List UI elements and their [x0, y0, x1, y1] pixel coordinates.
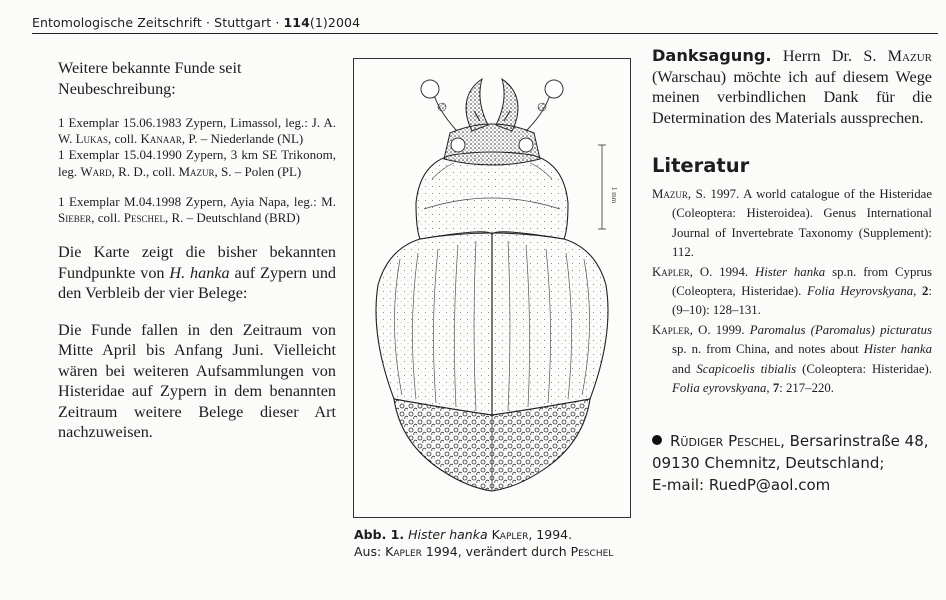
- species-name: H. hanka: [169, 263, 230, 282]
- reference-3: Kapler, O. 1999. Paromalus (Paromalus) picturatus sp. n. from China, and notes about Hister hanka and Scapicoelis tibialis (Coleoptera: Histeridae). Folia eyrovskyana, 7: 217–220.: [652, 322, 932, 396]
- right-column: [652, 46, 932, 496]
- map-paragraph: Die Karte zeigt die bisher bekannten Fundpunkte von H. hanka auf Zypern und den Verbleib der vier Belege:: [58, 243, 337, 303]
- time-paragraph: Die Funde fallen in den Zeitraum von Mitte April bis Anfang Juni. Vielleicht wären bei weiteren Aufsammlungen von Histeridae auf Zypern in dem benannten Zeitraum weitere Belege dieser Art nachzuweisen.: [58, 320, 336, 442]
- pronotum: [416, 152, 568, 239]
- journal-city: Stuttgart: [214, 15, 272, 30]
- running-header: Entomologische Zeitschrift · Stuttgart · 114(1)2004: [32, 15, 361, 30]
- figure-caption: [354, 526, 634, 560]
- find-record-1: 1 Exemplar 15.06.1983 Zypern, Limassol, leg.: J. A. W. Lukas, coll. Kanaar, P. – Niederlande (NL): [58, 115, 336, 147]
- left-column: [58, 58, 336, 443]
- journal-issue: (1)2004: [309, 15, 361, 30]
- left-antenna-club: [421, 80, 439, 98]
- journal-volume: 114: [283, 15, 310, 30]
- left-elytron: [376, 232, 492, 415]
- reference-2: Kapler, O. 1994. Hister hanka sp.n. from Cyprus (Coleoptera, Histeridae). Folia Heyrovskyana, 2: (9–10): 128–131.: [652, 264, 933, 318]
- find-record-2: 1 Exemplar 15.04.1990 Zypern, 3 km SE Trikonom, leg. Ward, R. D., coll. Mazur, S. – Polen (PL): [58, 147, 336, 179]
- literature-heading: Literatur: [652, 154, 750, 177]
- scale-bar: [598, 145, 606, 229]
- address-line-1: Rüdiger Peschel, Bersarinstraße 48,: [652, 430, 932, 452]
- figure-frame: [353, 58, 631, 518]
- mandibles: [466, 79, 518, 131]
- bullet-icon: [652, 435, 662, 445]
- right-elytron: [492, 232, 608, 415]
- acknowledgement-heading: Danksagung.: [652, 46, 772, 65]
- caption-line-2: Aus: Kapler 1994, verändert durch Peschel: [354, 544, 614, 559]
- author-name: Rüdiger Peschel: [670, 432, 781, 451]
- journal-name: Entomologische Zeitschrift: [32, 15, 202, 30]
- acknowledgement: Danksagung. Herrn Dr. S. Mazur (Warschau) möchte ich auf diesem Wege meinen verbindlichen Dank für die Determination des Materials aussprechen.: [652, 46, 932, 127]
- right-antenna-club: [545, 80, 563, 98]
- finds-intro: Weitere bekannte Funde seit Neubeschreibung:: [58, 59, 242, 98]
- header-rule: [32, 33, 938, 34]
- scale-label: 1 mm: [610, 187, 618, 204]
- find-record-3: 1 Exemplar M.04.1998 Zypern, Ayia Napa, leg.: M. Sieber, coll. Peschel, R. – Deutschland (BRD): [58, 193, 336, 226]
- caption-line-1: Abb. 1. Hister hanka Kapler, 1994.: [354, 527, 573, 542]
- email-line[interactable]: E-mail: RuedP@aol.com: [652, 476, 831, 495]
- reference-1: Mazur, S. 1997. A world catalogue of the Histeridae (Coleoptera: Histeroidea). Genus International Journal of Invertebrate Taxonomy (Supplement): 112.: [652, 187, 932, 260]
- beetle-illustration: [354, 59, 630, 517]
- address-line-2: 09130 Chemnitz, Deutschland;: [652, 454, 885, 473]
- author-address: [652, 430, 932, 496]
